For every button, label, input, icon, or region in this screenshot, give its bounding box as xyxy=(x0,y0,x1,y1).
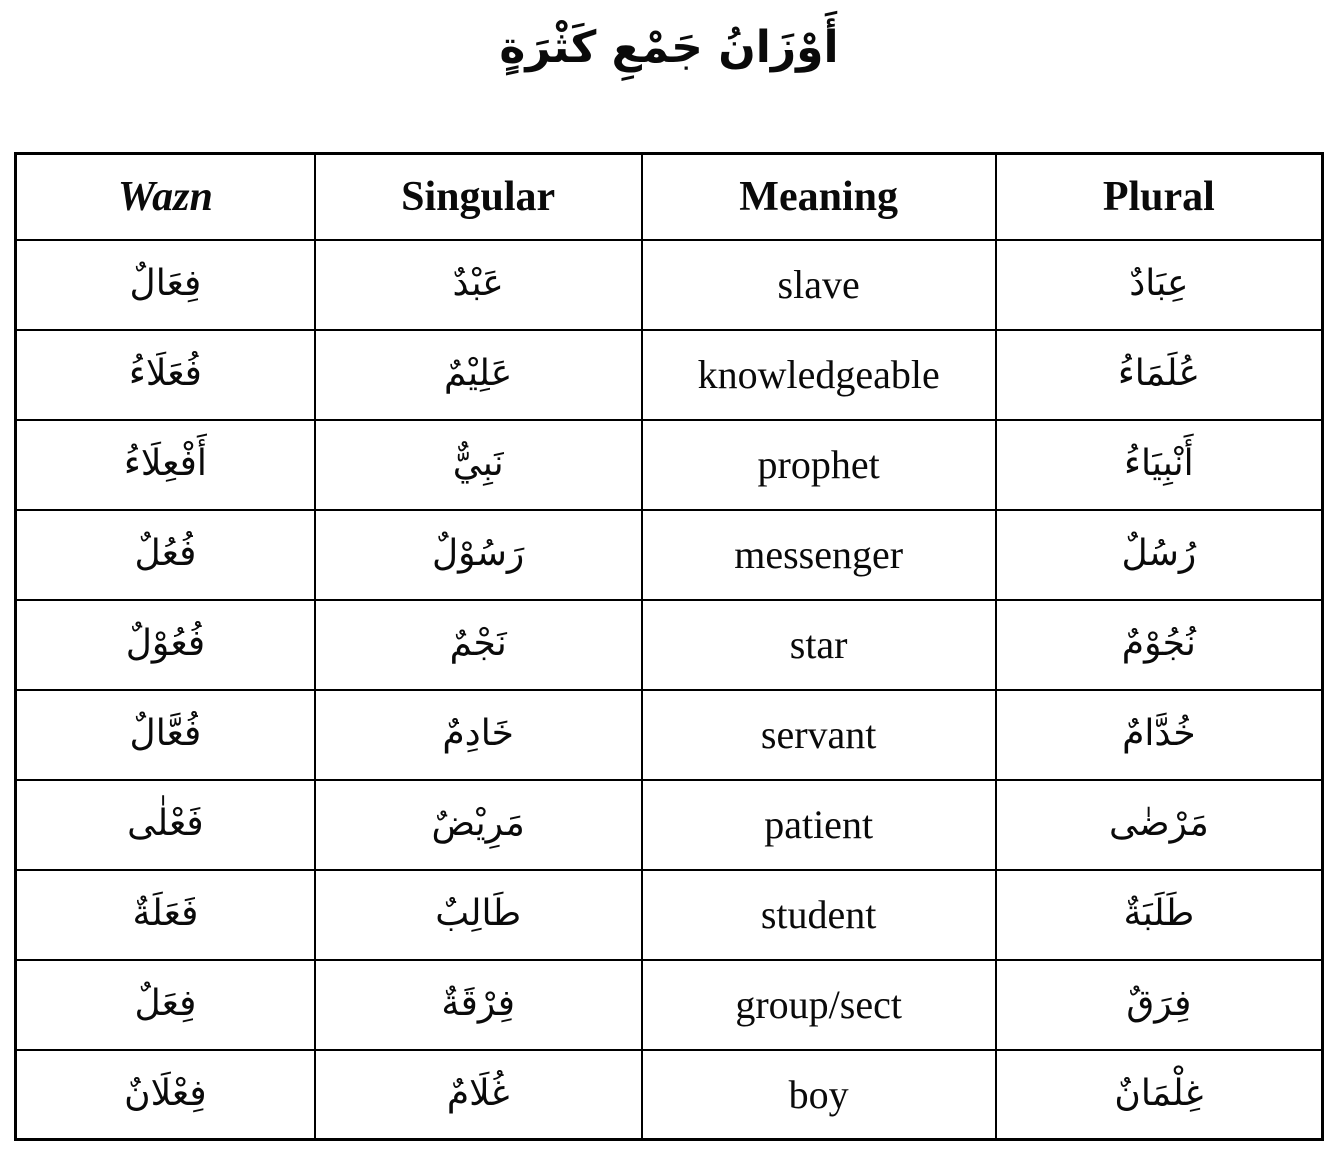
column-header-singular: Singular xyxy=(315,154,642,240)
table-row xyxy=(16,420,1323,510)
meaning-cell: boy xyxy=(642,1050,996,1140)
wazn-cell: فِعَلٌ xyxy=(16,960,315,1050)
meaning-cell: knowledgeable xyxy=(642,330,996,420)
singular-cell: طَالِبٌ xyxy=(315,870,642,960)
wazn-cell: أَفْعِلَاءُ xyxy=(16,420,315,510)
wazn-cell: فُعَلَاءُ xyxy=(16,330,315,420)
wazn-cell: فَعَلَةٌ xyxy=(16,870,315,960)
wazn-cell: فُعَّالٌ xyxy=(16,690,315,780)
wazn-cell: فُعُوْلٌ xyxy=(16,600,315,690)
meaning-cell: servant xyxy=(642,690,996,780)
plural-cell: مَرْضٰى xyxy=(996,780,1323,870)
wazn-cell: فُعُلٌ xyxy=(16,510,315,600)
plural-patterns-table xyxy=(14,152,1324,1141)
singular-cell: عَبْدٌ xyxy=(315,240,642,330)
table-row xyxy=(16,600,1323,690)
column-header-plural: Plural xyxy=(996,154,1323,240)
singular-cell: خَادِمٌ xyxy=(315,690,642,780)
singular-cell: غُلَامٌ xyxy=(315,1050,642,1140)
singular-cell: رَسُوْلٌ xyxy=(315,510,642,600)
singular-cell: نَجْمٌ xyxy=(315,600,642,690)
plural-cell: فِرَقٌ xyxy=(996,960,1323,1050)
meaning-cell: student xyxy=(642,870,996,960)
meaning-cell: messenger xyxy=(642,510,996,600)
plural-cell: نُجُوْمٌ xyxy=(996,600,1323,690)
table-row xyxy=(16,870,1323,960)
column-header-meaning: Meaning xyxy=(642,154,996,240)
wazn-cell: فِعَالٌ xyxy=(16,240,315,330)
plural-cell: غِلْمَانٌ xyxy=(996,1050,1323,1140)
singular-cell: فِرْقَةٌ xyxy=(315,960,642,1050)
table-body xyxy=(16,240,1323,1140)
table-row xyxy=(16,1050,1323,1140)
table-row xyxy=(16,240,1323,330)
table-row xyxy=(16,960,1323,1050)
meaning-cell: group/sect xyxy=(642,960,996,1050)
plural-cell: رُسُلٌ xyxy=(996,510,1323,600)
plural-cell: أَنْبِيَاءُ xyxy=(996,420,1323,510)
table-row xyxy=(16,330,1323,420)
header-row xyxy=(16,154,1323,240)
plural-cell: خُدَّامٌ xyxy=(996,690,1323,780)
meaning-cell: slave xyxy=(642,240,996,330)
table-row xyxy=(16,510,1323,600)
meaning-cell: prophet xyxy=(642,420,996,510)
wazn-cell: فِعْلَانٌ xyxy=(16,1050,315,1140)
meaning-cell: patient xyxy=(642,780,996,870)
page-title: أَوْزَانُ جَمْعِ كَثْرَةٍ xyxy=(499,22,839,73)
singular-cell: عَلِيْمٌ xyxy=(315,330,642,420)
plural-cell: عِبَادٌ xyxy=(996,240,1323,330)
plural-cell: عُلَمَاءُ xyxy=(996,330,1323,420)
column-header-wazn: Wazn xyxy=(16,154,315,240)
table-header xyxy=(16,154,1323,240)
singular-cell: مَرِيْضٌ xyxy=(315,780,642,870)
meaning-cell: star xyxy=(642,600,996,690)
wazn-cell: فَعْلٰى xyxy=(16,780,315,870)
singular-cell: نَبِيٌّ xyxy=(315,420,642,510)
plural-cell: طَلَبَةٌ xyxy=(996,870,1323,960)
table-row xyxy=(16,780,1323,870)
table-row xyxy=(16,690,1323,780)
